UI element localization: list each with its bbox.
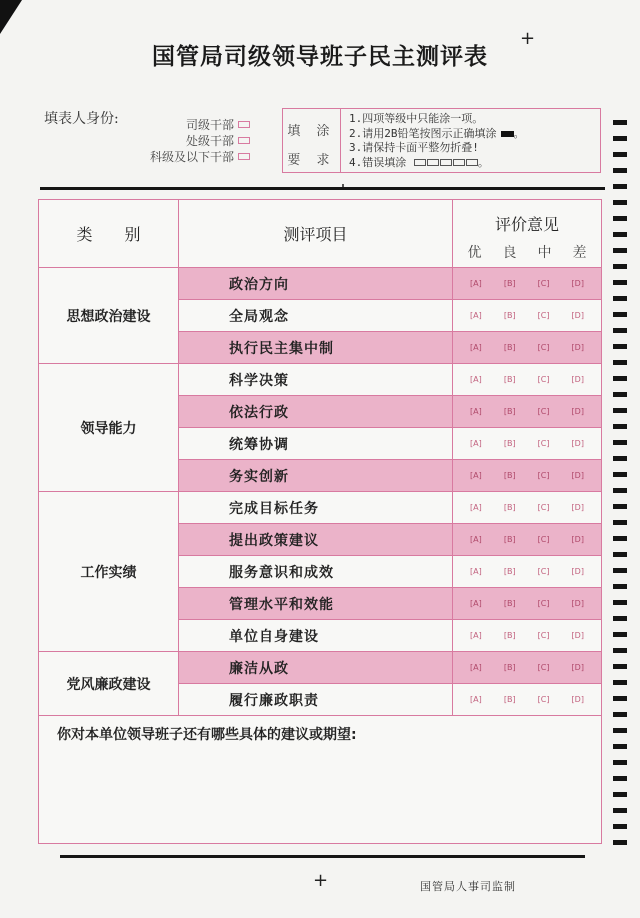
grade-label: 差	[572, 245, 587, 261]
grade-option-bubble[interactable]: [A]	[470, 343, 482, 352]
grade-option-bubble[interactable]: [D]	[571, 343, 584, 352]
grade-option-bubble[interactable]: [D]	[571, 407, 584, 416]
timing-mark	[613, 296, 627, 301]
table-row	[179, 300, 601, 332]
wrong-fill-check-icon	[414, 159, 426, 166]
item-name: 管理水平和效能	[179, 588, 453, 619]
timing-mark	[613, 424, 627, 429]
timing-mark	[613, 200, 627, 205]
grade-options	[453, 524, 601, 555]
grade-option-bubble[interactable]: [A]	[470, 631, 482, 640]
requirement-line: 1.四项等级中只能涂一项。	[349, 112, 484, 125]
registration-mark-bottom: +	[313, 870, 329, 891]
requirement-line: 3.请保持卡面平整勿折叠!	[349, 141, 479, 154]
grade-option-bubble[interactable]: [D]	[571, 503, 584, 512]
item-name: 完成目标任务	[179, 492, 453, 523]
timing-mark	[613, 728, 627, 733]
wrong-fill-slash-icon	[453, 159, 465, 166]
grade-option-bubble[interactable]: [A]	[470, 663, 482, 672]
grade-options	[453, 460, 601, 491]
grade-options	[453, 428, 601, 459]
header-item: 测评项目	[179, 200, 453, 268]
speck	[342, 184, 344, 187]
requirements-lines	[349, 112, 525, 170]
timing-mark	[613, 792, 627, 797]
item-name: 执行民主集中制	[179, 332, 453, 363]
timing-mark	[613, 264, 627, 269]
timing-mark	[613, 824, 627, 829]
timing-mark	[613, 552, 627, 557]
timing-mark	[613, 392, 627, 397]
timing-mark	[613, 456, 627, 461]
grade-option-bubble[interactable]: [A]	[470, 407, 482, 416]
grade-option-bubble[interactable]: [A]	[470, 311, 482, 320]
timing-mark	[613, 712, 627, 717]
grade-option-bubble[interactable]: [C]	[537, 567, 550, 576]
grade-options	[453, 364, 601, 395]
table-row	[179, 524, 601, 556]
category-cell: 工作实绩	[39, 492, 179, 652]
table-row	[179, 460, 601, 492]
grade-options	[453, 652, 601, 683]
grade-option-bubble[interactable]: [D]	[571, 567, 584, 576]
grade-option-bubble[interactable]: [D]	[571, 663, 584, 672]
grade-options	[453, 492, 601, 523]
grade-option-bubble[interactable]: [B]	[503, 279, 516, 288]
grade-option-bubble[interactable]: [C]	[537, 535, 550, 544]
timing-mark	[613, 184, 627, 189]
timing-mark	[613, 360, 627, 365]
grade-option-bubble[interactable]: [A]	[470, 695, 482, 704]
table-row	[179, 620, 601, 652]
identity-option-section[interactable]: 科级及以下干部	[150, 148, 250, 165]
item-name: 全局观念	[179, 300, 453, 331]
grade-option-bubble[interactable]: [C]	[537, 599, 550, 608]
timing-mark	[613, 696, 627, 701]
grade-option-bubble[interactable]: [C]	[537, 663, 550, 672]
timing-mark	[613, 152, 627, 157]
grade-option-bubble[interactable]: [D]	[571, 439, 584, 448]
grade-options	[453, 268, 601, 299]
item-name: 提出政策建议	[179, 524, 453, 555]
timing-mark	[613, 472, 627, 477]
grade-labels	[453, 242, 601, 262]
wrong-fill-cross-icon	[427, 159, 439, 166]
grade-option-bubble[interactable]: [C]	[537, 695, 550, 704]
grade-option-bubble[interactable]: [B]	[503, 311, 516, 320]
grade-option-bubble[interactable]: [B]	[503, 407, 516, 416]
grade-label: 良	[502, 245, 517, 261]
grade-option-bubble[interactable]: [C]	[537, 439, 550, 448]
grade-options	[453, 396, 601, 427]
table-row	[179, 492, 601, 524]
grade-option-bubble[interactable]: [A]	[470, 471, 482, 480]
item-name: 履行廉政职责	[179, 684, 453, 715]
table-row	[179, 332, 601, 364]
grade-option-bubble[interactable]: [D]	[571, 311, 584, 320]
timing-mark	[613, 312, 627, 317]
correct-fill-sample	[501, 131, 514, 137]
fill-requirements-box	[282, 108, 601, 173]
grade-option-bubble[interactable]: [A]	[470, 503, 482, 512]
requirement-line: 4.错误填涂 。	[349, 155, 489, 169]
corner-mark	[0, 0, 22, 34]
grade-option-bubble[interactable]: [B]	[503, 439, 516, 448]
grade-option-bubble[interactable]: [C]	[537, 279, 550, 288]
timing-mark	[613, 168, 627, 173]
table-row	[179, 396, 601, 428]
grade-options	[453, 332, 601, 363]
timing-mark	[613, 680, 627, 685]
timing-mark	[613, 408, 627, 413]
grade-option-bubble[interactable]: [C]	[537, 471, 550, 480]
form-title: 国管局司级领导班子民主测评表	[152, 43, 488, 70]
grade-option-bubble[interactable]: [A]	[470, 375, 482, 384]
header-evaluation	[453, 200, 601, 268]
timing-mark	[613, 504, 627, 509]
grade-option-bubble[interactable]: [B]	[503, 567, 516, 576]
timing-rule-top	[40, 187, 605, 190]
grade-options	[453, 684, 601, 715]
timing-mark	[613, 536, 627, 541]
timing-mark	[613, 440, 627, 445]
grade-options	[453, 588, 601, 619]
identity-option-bureau[interactable]: 司级干部	[186, 116, 250, 133]
table-row	[179, 364, 601, 396]
grade-option-bubble[interactable]: [D]	[571, 535, 584, 544]
timing-mark	[613, 632, 627, 637]
grade-option-bubble[interactable]: [B]	[503, 375, 516, 384]
grade-option-bubble[interactable]: [C]	[537, 343, 550, 352]
grade-option-bubble[interactable]: [B]	[503, 599, 516, 608]
requirements-label-top: 填 涂	[287, 124, 336, 139]
grade-option-bubble[interactable]: [B]	[503, 471, 516, 480]
suggestion-prompt: 你对本单位领导班子还有哪些具体的建议或期望:	[57, 727, 357, 743]
grade-option-bubble[interactable]: [D]	[571, 695, 584, 704]
grade-option-bubble[interactable]: [D]	[571, 471, 584, 480]
timing-mark	[613, 120, 627, 125]
evaluation-title: 评价意见	[494, 215, 559, 234]
grade-options	[453, 556, 601, 587]
timing-mark	[613, 520, 627, 525]
timing-mark	[613, 808, 627, 813]
registration-mark-top: +	[520, 28, 536, 49]
identity-checkbox[interactable]	[238, 137, 250, 144]
item-name: 政治方向	[179, 268, 453, 299]
timing-mark	[613, 136, 627, 141]
timing-mark	[613, 248, 627, 253]
grade-option-bubble[interactable]: [B]	[503, 343, 516, 352]
item-name: 务实创新	[179, 460, 453, 491]
table-row	[179, 652, 601, 684]
grade-option-bubble[interactable]: [C]	[537, 631, 550, 640]
header-category: 类 别	[39, 200, 179, 268]
table-row	[179, 556, 601, 588]
requirement-line: 2.请用2B铅笔按图示正确填涂 。	[349, 126, 525, 140]
table-row	[179, 588, 601, 620]
identity-checkbox[interactable]	[238, 153, 250, 160]
grade-option-bubble[interactable]: [A]	[470, 535, 482, 544]
requirements-label-bottom: 要 求	[287, 153, 336, 168]
timing-mark	[613, 488, 627, 493]
timing-mark	[613, 344, 627, 349]
item-name: 单位自身建设	[179, 620, 453, 651]
timing-mark	[613, 280, 627, 285]
grade-option-bubble[interactable]: [A]	[470, 439, 482, 448]
item-name: 统筹协调	[179, 428, 453, 459]
timing-mark	[613, 328, 627, 333]
grade-option-bubble[interactable]: [A]	[470, 567, 482, 576]
grade-option-bubble[interactable]: [D]	[571, 279, 584, 288]
grade-label: 优	[467, 245, 482, 261]
grade-option-bubble[interactable]: [B]	[503, 695, 516, 704]
item-name: 依法行政	[179, 396, 453, 427]
timing-mark	[613, 232, 627, 237]
grade-option-bubble[interactable]: [B]	[503, 663, 516, 672]
grade-option-bubble[interactable]: [C]	[537, 311, 550, 320]
category-cell: 思想政治建设	[39, 268, 179, 364]
grade-options	[453, 620, 601, 651]
timing-mark	[613, 584, 627, 589]
wrong-fill-partial-icon	[466, 159, 478, 166]
timing-mark	[613, 648, 627, 653]
timing-mark	[613, 600, 627, 605]
identity-checkbox[interactable]	[238, 121, 250, 128]
identity-label: 填表人身份:	[44, 111, 119, 127]
grade-option-bubble[interactable]: [D]	[571, 375, 584, 384]
identity-option-division[interactable]: 处级干部	[186, 132, 250, 149]
category-cell: 领导能力	[39, 364, 179, 492]
grade-option-bubble[interactable]: [D]	[571, 599, 584, 608]
issuer-footer: 国管局人事司监制	[420, 880, 516, 893]
timing-mark	[613, 840, 627, 845]
grade-option-bubble[interactable]: [B]	[503, 503, 516, 512]
timing-mark	[613, 744, 627, 749]
evaluation-table	[38, 199, 602, 844]
item-name: 廉洁从政	[179, 652, 453, 683]
timing-mark	[613, 664, 627, 669]
grade-option-bubble[interactable]: [C]	[537, 375, 550, 384]
grade-option-bubble[interactable]: [D]	[571, 631, 584, 640]
grade-options	[453, 300, 601, 331]
grade-option-bubble[interactable]: [A]	[470, 279, 482, 288]
requirements-label-cell	[283, 109, 341, 172]
grade-option-bubble[interactable]: [B]	[503, 631, 516, 640]
item-name: 服务意识和成效	[179, 556, 453, 587]
identity-options	[120, 116, 250, 166]
timing-mark	[613, 776, 627, 781]
table-row	[179, 684, 601, 716]
timing-mark	[613, 760, 627, 765]
table-row	[179, 428, 601, 460]
grade-option-bubble[interactable]: [A]	[470, 599, 482, 608]
timing-mark	[613, 568, 627, 573]
table-row	[179, 268, 601, 300]
timing-mark	[613, 376, 627, 381]
grade-option-bubble[interactable]: [C]	[537, 407, 550, 416]
grade-option-bubble[interactable]: [B]	[503, 535, 516, 544]
grade-option-bubble[interactable]: [C]	[537, 503, 550, 512]
wrong-fill-dot-icon	[440, 159, 452, 166]
timing-mark	[613, 616, 627, 621]
timing-mark	[613, 216, 627, 221]
timing-rule-bottom	[60, 855, 585, 858]
grade-label: 中	[537, 245, 552, 261]
item-name: 科学决策	[179, 364, 453, 395]
category-cell: 党风廉政建设	[39, 652, 179, 716]
